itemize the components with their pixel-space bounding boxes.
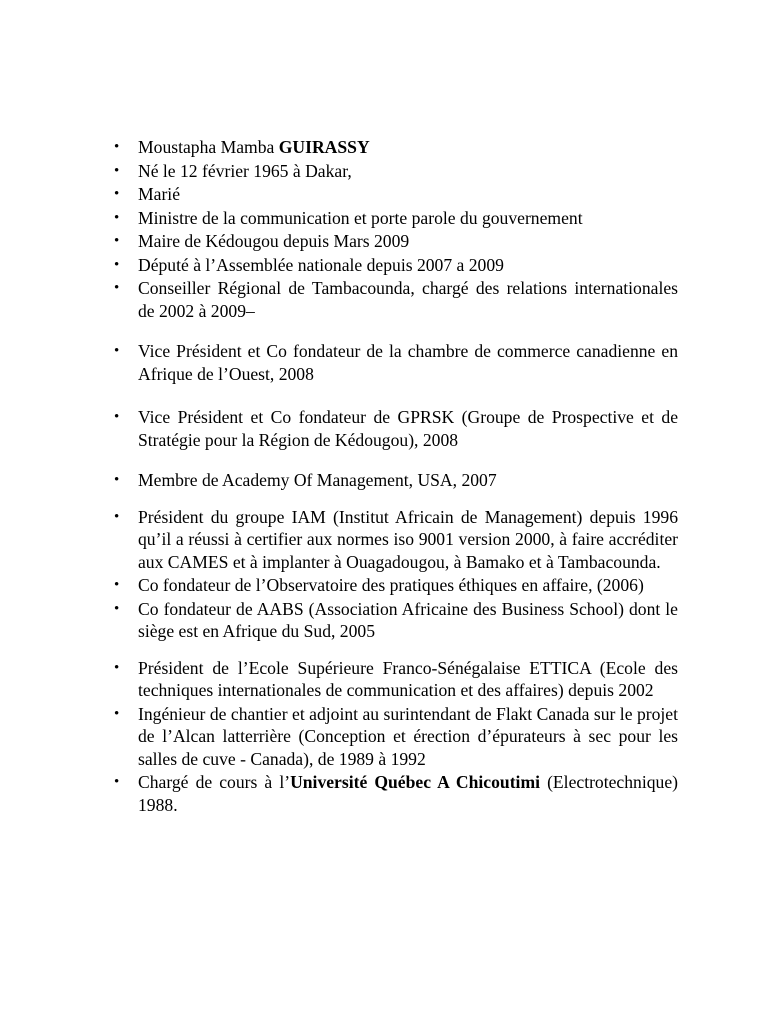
item-text: Marié xyxy=(138,184,181,204)
list-item xyxy=(112,277,678,322)
list-item xyxy=(112,469,678,492)
item-text: Ingénieur de chantier et adjoint au surintendant de Flakt Canada sur le projet de l’Alcan latterrière (Conception et érection d’épurateurs à sec pour les salles de cuve - Canada), de 1989 à 1992 xyxy=(138,703,678,769)
item-text: Vice Président et Co fondateur de la chambre de commerce canadienne en Afrique de l’Ouest, 2008 xyxy=(138,341,678,384)
list-item xyxy=(112,506,678,574)
item-text: Vice Président et Co fondateur de GPRSK (Groupe de Prospective et de Stratégie pour la Région de Kédougou), 2008 xyxy=(138,407,678,450)
list-item xyxy=(112,598,678,643)
item-text: Président du groupe IAM (Institut Africain de Management) depuis 1996 qu’il a réussi à certifier aux normes iso 9001 version 2000, à faire accréditer aux CAMES et à implanter à Ouagadougou, à Bamako et à Tambacounda. xyxy=(138,506,678,572)
list-item xyxy=(112,160,678,183)
bullet-icon: • xyxy=(114,280,120,296)
list-item xyxy=(112,657,678,702)
list-item xyxy=(112,136,678,159)
item-text: Moustapha Mamba GUIRASSY xyxy=(138,137,370,157)
item-text: Conseiller Régional de Tambacounda, chargé des relations internationales de 2002 à 2009– xyxy=(138,278,678,321)
bullet-icon: • xyxy=(114,139,120,155)
bullet-icon: • xyxy=(114,256,120,273)
bullet-icon: • xyxy=(114,600,120,617)
list-item xyxy=(112,183,678,206)
bullet-icon: • xyxy=(114,343,120,359)
bullet-icon: • xyxy=(114,705,120,722)
item-text: Maire de Kédougou depuis Mars 2009 xyxy=(138,231,410,251)
list-item xyxy=(112,254,678,277)
list-item xyxy=(112,230,678,253)
bullet-icon: • xyxy=(114,186,120,202)
bullet-icon: • xyxy=(114,577,120,593)
bullet-icon: • xyxy=(114,209,120,226)
item-text: Chargé de cours à l’Université Québec A Chicoutimi (Electrotechnique) 1988. xyxy=(138,772,678,815)
list-item xyxy=(112,207,678,230)
bullet-icon: • xyxy=(114,508,120,525)
list-item xyxy=(112,406,678,451)
item-text: Né le 12 février 1965 à Dakar, xyxy=(138,160,352,181)
list-item xyxy=(112,340,678,385)
bullet-icon: • xyxy=(114,472,120,488)
bullet-icon: • xyxy=(114,774,120,790)
item-text: Membre de Academy Of Management, USA, 2007 xyxy=(138,470,497,490)
bullet-icon: • xyxy=(114,162,120,179)
item-text: Député à l’Assemblée nationale depuis 2007 a 2009 xyxy=(138,254,504,275)
bullet-icon: • xyxy=(114,659,120,676)
list-item xyxy=(112,703,678,771)
list-item xyxy=(112,771,678,816)
list-item xyxy=(112,574,678,597)
item-text: Ministre de la communication et porte parole du gouvernement xyxy=(138,207,583,228)
item-text: Co fondateur de AABS (Association Africaine des Business School) dont le siège est en Afrique du Sud, 2005 xyxy=(138,598,678,641)
item-text: Co fondateur de l’Observatoire des pratiques éthiques en affaire, (2006) xyxy=(138,575,644,595)
bullet-icon: • xyxy=(114,409,120,425)
item-text: Président de l’Ecole Supérieure Franco-Sénégalaise ETTICA (Ecole des techniques internationales de communication et des affaires) depuis 2002 xyxy=(138,657,678,700)
bullet-icon: • xyxy=(114,233,120,249)
bio-list xyxy=(112,136,678,817)
